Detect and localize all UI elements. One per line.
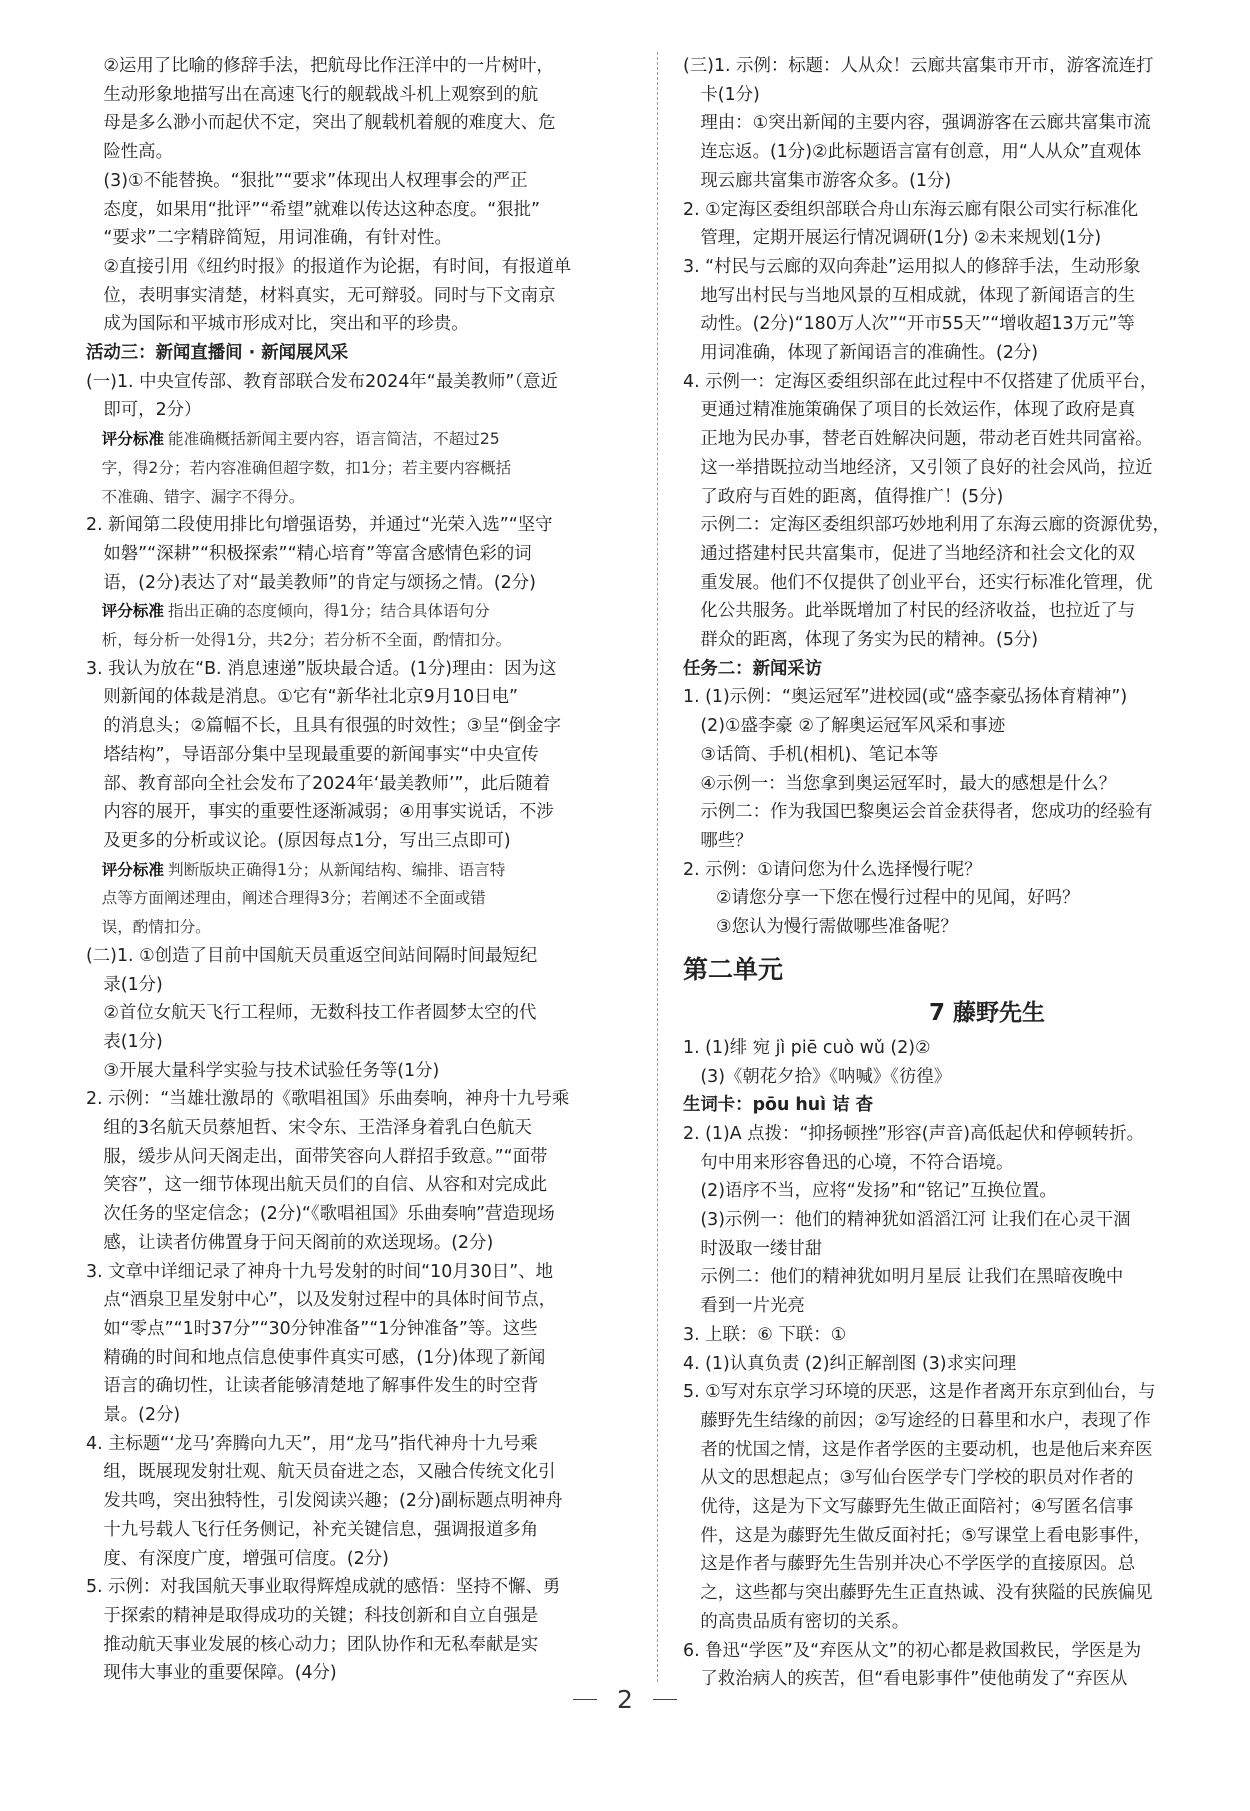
- scoring-criteria-label: 评分标准: [101, 430, 164, 449]
- text-line: [683, 1091, 1231, 1120]
- text-line: [86, 454, 632, 483]
- text-line-content: 生动形象地描写出在高速飞行的舰载战斗机上观察到的航: [103, 84, 539, 105]
- text-line-content: ④示例一：当您拿到奥运冠军时，最大的感想是什么？: [700, 773, 1116, 794]
- text-line-content: 这是作者与藤野先生告别并决心不学医学的直接原因。总: [700, 1554, 1136, 1575]
- text-line: [86, 1401, 632, 1430]
- text-line: [683, 52, 1231, 81]
- text-line: [683, 81, 1231, 110]
- text-line-content: 动性。(2分)“180万人次”“开市55天”“增收超13万元”等: [700, 314, 1135, 335]
- text-line-content: 生词卡：pōu huì 诘 杳: [683, 1095, 874, 1116]
- text-line: [86, 1372, 632, 1401]
- text-line: [86, 368, 632, 397]
- page-number: 2: [617, 1684, 633, 1714]
- text-line-content: 态度，如果用“批评”“希望”就难以传达这种态度。“狠批”: [103, 199, 541, 220]
- text-line: [683, 1235, 1231, 1264]
- text-line: [86, 999, 632, 1028]
- text-line: [86, 569, 632, 598]
- text-line: [86, 1573, 632, 1602]
- text-line-content: 则新闻的体裁是消息。①它有“新华社北京9月10日电”: [103, 687, 519, 708]
- text-line: [683, 1292, 1231, 1321]
- column-divider: [657, 52, 658, 1682]
- text-line-content: 笑容”，这一细节体现出航天员们的自信、从容和对完成此: [103, 1175, 548, 1196]
- text-line-content: 如“零点”“1时37分”“30分钟准备”“1分钟准备”等。这些: [103, 1318, 538, 1339]
- text-line: [683, 483, 1231, 512]
- text-line-content: 连忘返。(1分)②此标题语言富有创意，用“人从众”直观体: [700, 142, 1142, 163]
- text-line: [86, 1114, 632, 1143]
- text-line: [683, 253, 1231, 282]
- text-line: [86, 856, 632, 885]
- text-line: [683, 1378, 1231, 1407]
- text-line: [683, 683, 1231, 712]
- text-line: [86, 224, 632, 253]
- text-line-content: 的消息头；②篇幅不长，且具有很强的时效性；③呈“倒金字: [103, 716, 561, 737]
- text-line-content: 卡(1分): [700, 84, 760, 105]
- text-line-content: 管理，定期开展运行情况调研(1分) ②未来规划(1分): [700, 228, 1102, 249]
- text-line-content: 内容的展开，事实的重要性逐渐减弱；④用事实说话，不涉: [103, 802, 554, 823]
- text-line: [86, 1229, 632, 1258]
- text-line: [683, 167, 1231, 196]
- text-line-content: 感，让读者仿佛置身于问天阁前的欢送现场。(2分): [103, 1232, 494, 1253]
- text-line-content: 精确的时间和地点信息使事件真实可感，(1分)体现了新闻: [103, 1347, 546, 1368]
- text-line-content: 析，每分析一处得1分，共2分；若分析不全面，酌情扣分。: [101, 631, 512, 650]
- text-line: [86, 1430, 632, 1459]
- text-line: [86, 1143, 632, 1172]
- text-line-content: (3)《朝花夕拾》《呐喊》《彷徨》: [700, 1066, 952, 1087]
- text-line-content: 3. 我认为放在“B. 消息速递”版块最合适。(1分)理由：因为这: [86, 658, 557, 679]
- text-line: [683, 597, 1231, 626]
- text-line: [86, 913, 632, 942]
- footer-dash-right: [653, 1699, 677, 1700]
- text-line-content: 语言的确切性，让读者能够清楚地了解事件发生的时空背: [103, 1376, 539, 1397]
- text-line: [683, 856, 1231, 885]
- text-line: [86, 1631, 632, 1660]
- text-line-content: 十九号载人飞行任务侧记，补充关键信息，强调报道多角: [103, 1519, 539, 1540]
- text-line-content: (2)语序不当，应将“发扬”和“铭记”互换位置。: [700, 1181, 1057, 1202]
- text-line: [683, 1177, 1231, 1206]
- text-line: [683, 827, 1231, 856]
- text-line: [683, 196, 1231, 225]
- text-line-content: 误，酌情扣分。: [101, 918, 211, 937]
- left-column: [86, 52, 632, 1688]
- text-line: [86, 167, 632, 196]
- text-line-content: 3. 文章中详细记录了神舟十九号发射的时间“10月30日”、地: [86, 1261, 553, 1282]
- text-line-content: 化公共服务。此举既增加了村民的经济收益，也拉近了与: [700, 601, 1136, 622]
- text-line: [683, 224, 1231, 253]
- text-line: [683, 913, 1231, 942]
- text-line: [683, 1034, 1231, 1063]
- text-line-content: 看到一片光亮: [700, 1296, 805, 1317]
- text-line: [86, 425, 632, 454]
- text-line-content: 1. (1)绯 宛 jì piē cuò wǔ (2)②: [683, 1037, 931, 1058]
- text-line-content: 2. 示例：①请问您为什么选择慢行呢？: [683, 859, 982, 880]
- text-line: [86, 81, 632, 110]
- text-line: [683, 655, 1231, 684]
- text-line: [86, 540, 632, 569]
- text-line: [86, 683, 632, 712]
- text-line-content: 险性高。: [103, 142, 173, 163]
- text-line-content: 2. 新闻第二段使用排比句增强语势，并通过“光荣入选”“坚守: [86, 515, 553, 536]
- text-line-content: 如磐”“深耕”“积极探索”“精心培育”等富含感情色彩的词: [103, 543, 532, 564]
- text-line: [86, 798, 632, 827]
- right-column: [683, 52, 1231, 1694]
- text-line-content: 即可，2分）: [103, 400, 202, 421]
- text-line: [86, 310, 632, 339]
- text-line-content: 4. (1)认真负责 (2)纠正解剖图 (3)求实问理: [683, 1353, 1017, 1374]
- text-line-content: 了救治病人的疾苦，但“看电影事件”使他萌发了“弃医从: [700, 1669, 1128, 1690]
- text-line-content: 3. “村民与云廊的双向奔赴”运用拟人的修辞手法，生动形象: [683, 256, 1141, 277]
- text-line: [86, 109, 632, 138]
- text-line: [86, 770, 632, 799]
- text-line-content: 组，既展现发射壮观、航天员奋进之态，又融合传统文化引: [103, 1462, 556, 1483]
- text-line-content: 点“酒泉卫星发射中心”，以及发射过程中的具体时间节点，: [103, 1290, 557, 1311]
- text-line: [86, 655, 632, 684]
- text-line-content: 部、教育部向全社会发布了2024年‘最美教师’”，此后随着: [103, 773, 551, 794]
- text-line-content: 次任务的坚定信念；(2分)“《歌唱祖国》乐曲奏响”营造现场: [103, 1204, 555, 1225]
- text-line: [86, 1028, 632, 1057]
- text-line-content: 点等方面阐述理由，阐述合理得3分；若阐述不全面或错: [101, 889, 486, 908]
- text-line: [86, 942, 632, 971]
- text-line: [683, 1063, 1231, 1092]
- text-line: [683, 884, 1231, 913]
- text-line-content: 活动三：新闻直播间 · 新闻展风采: [86, 343, 349, 364]
- text-line-content: 塔结构”，导语部分集中呈现最重要的新闻事实“中央宣传: [103, 744, 539, 765]
- text-line: [86, 138, 632, 167]
- text-line-content: 位，表明事实清楚，材料真实，无可辩驳。同时与下文南京: [103, 285, 556, 306]
- text-line: [86, 1545, 632, 1574]
- text-line: [683, 540, 1231, 569]
- text-line-content: ②运用了比喻的修辞手法，把航母比作汪洋中的一片树叶，: [103, 56, 554, 76]
- text-line: [683, 282, 1231, 311]
- text-line: [86, 196, 632, 225]
- text-line: [683, 712, 1231, 741]
- text-line-content: 这一举措既拉动当地经济，又引领了良好的社会风尚，拉近: [700, 457, 1153, 478]
- text-line-content: 成为国际和平城市形成对比，突出和平的珍贵。: [103, 314, 469, 335]
- text-line: [683, 368, 1231, 397]
- text-line-content: ③话筒、手机(相机)、笔记本等: [700, 744, 939, 765]
- text-line: [86, 597, 632, 626]
- text-line-content: 语，(2分)表达了对“最美教师”的肯定与颂扬之情。(2分): [103, 572, 536, 593]
- text-line: [683, 1263, 1231, 1292]
- text-line: [86, 1315, 632, 1344]
- text-line: [683, 1579, 1231, 1608]
- text-line-content: 现伟大事业的重要保障。(4分): [103, 1663, 337, 1684]
- text-line: [86, 1344, 632, 1373]
- text-line-content: 组的3名航天员蔡旭哲、宋令东、王浩泽身着乳白色航天: [103, 1118, 532, 1139]
- text-line-content: 的高贵品质有密切的关系。: [700, 1611, 910, 1632]
- text-line-content: 哪些？: [700, 830, 753, 851]
- text-line-content: 藤野先生结缘的前因；②写途经的日暮里和水户，表现了作: [700, 1410, 1151, 1431]
- lesson-title: 7 藤野先生: [928, 999, 1045, 1026]
- text-line: [86, 1487, 632, 1516]
- text-line: [683, 1550, 1231, 1579]
- text-line: [86, 511, 632, 540]
- page-footer: [0, 1683, 1250, 1714]
- text-line: [86, 1458, 632, 1487]
- text-line: [683, 1350, 1231, 1379]
- text-line-content: 推动航天事业发展的核心动力；团队协作和无私奉献是实: [103, 1634, 539, 1655]
- text-line: [683, 1120, 1231, 1149]
- text-line-content: 于探索的精神是取得成功的关键；科技创新和自立自强是: [103, 1605, 539, 1626]
- text-line-content: 4. 示例一：定海区委组织部在此过程中不仅搭建了优质平台，: [683, 371, 1158, 392]
- text-line: [683, 454, 1231, 483]
- text-line-content: 示例二：他们的精神犹如明月星辰 让我们在黑暗夜晚中: [700, 1267, 1124, 1288]
- text-line: [86, 1171, 632, 1200]
- text-line-content: ③您认为慢行需做哪些准备呢？: [716, 917, 958, 938]
- text-line-content: 及更多的分析或议论。(原因每点1分，写出三点即可): [103, 830, 511, 851]
- right-column-top: [683, 52, 1231, 942]
- text-line-content: 时汲取一缕甘甜: [700, 1238, 823, 1259]
- text-line: [683, 1637, 1231, 1666]
- text-line: [683, 770, 1231, 799]
- text-line-content: 1. (1)示例：“奥运冠军”进校园(或“盛李豪弘扬体育精神”): [683, 687, 1128, 708]
- text-line: [86, 1085, 632, 1114]
- text-line-content: 判断版块正确得1分；从新闻结构、编排、语言特: [167, 860, 506, 879]
- text-line-content: 不准确、错字、漏字不得分。: [101, 487, 305, 506]
- text-line-content: 能准确概括新闻主要内容，语言简洁，不超过25: [167, 430, 500, 449]
- text-line-content: 录(1分): [103, 974, 163, 995]
- text-line-content: (三)1. 示例：标题：人从众！云廊共富集市开市，游客流连打: [683, 56, 1154, 76]
- right-column-bottom: [683, 1034, 1231, 1694]
- text-line-content: 示例二：作为我国巴黎奥运会首金获得者，您成功的经验有: [700, 802, 1153, 823]
- text-line: [683, 1608, 1231, 1637]
- text-line-content: 5. 示例：对我国航天事业取得辉煌成就的感悟：坚持不懈、勇: [86, 1577, 561, 1598]
- text-line-content: 重发展。他们不仅提供了创业平台，还实行标准化管理，优: [700, 572, 1153, 593]
- text-line-content: 群众的距离，体现了务实为民的精神。(5分): [700, 630, 1039, 651]
- text-line-content: 了政府与百姓的距离，值得推广！(5分): [700, 486, 1004, 507]
- text-line: [683, 339, 1231, 368]
- text-line: [683, 1206, 1231, 1235]
- text-line-content: 之，这些都与突出藤野先生正直热诚、没有狭隘的民族偏见: [700, 1583, 1153, 1604]
- text-line-content: 字，得2分；若内容准确但超字数，扣1分；若主要内容概括: [101, 458, 512, 477]
- text-line: [86, 396, 632, 425]
- text-line-content: (二)1. ①创造了目前中国航天员重返空间站间隔时间最短纪: [86, 945, 538, 966]
- text-line: [86, 1602, 632, 1631]
- scoring-criteria-label: 评分标准: [101, 602, 164, 621]
- text-line-content: 母是多么渺小而起伏不定，突出了舰载机着舰的难度大、危: [103, 113, 556, 134]
- text-line: [86, 741, 632, 770]
- text-line-content: 者的忧国之情，这是作者学医的主要动机，也是他后来弃医: [700, 1439, 1153, 1460]
- text-line-content: (一)1. 中央宣传部、教育部联合发布2024年“最美教师”（意近: [86, 371, 558, 392]
- text-line: [86, 339, 632, 368]
- text-line: [683, 798, 1231, 827]
- text-line: [86, 483, 632, 512]
- text-line: [86, 1057, 632, 1086]
- text-line-content: 地写出村民与当地风景的互相成就，体现了新闻语言的生: [700, 285, 1136, 306]
- scoring-criteria-label: 评分标准: [101, 860, 164, 879]
- text-line-content: 6. 鲁迅“学医”及“弃医从文”的初心都是救国救民，学医是为: [683, 1640, 1142, 1661]
- text-line-content: 发共鸣，突出独特性，引发阅读兴趣；(2分)副标题点明神舟: [103, 1491, 563, 1512]
- text-line-content: 2. (1)A 点拨：“抑扬顿挫”形容(声音)高低起伏和停顿转折。: [683, 1123, 1144, 1144]
- text-line-content: 从文的思想起点；③写仙台医学专门学校的职员对作者的: [700, 1468, 1134, 1489]
- text-line-content: (2)①盛李豪 ②了解奥运冠军风采和事迹: [700, 716, 1006, 737]
- text-line: [683, 310, 1231, 339]
- text-line-content: “要求”二字精辟简短，用词准确，有针对性。: [103, 228, 452, 249]
- text-line: [86, 1200, 632, 1229]
- text-line-content: 表(1分): [103, 1031, 163, 1052]
- text-line: [86, 971, 632, 1000]
- text-line-content: 示例二：定海区委组织部巧妙地利用了东海云廊的资源优势，: [700, 515, 1170, 536]
- text-line: [86, 1516, 632, 1545]
- text-line-content: 句中用来形容鲁迅的心境，不符合语境。: [700, 1152, 1014, 1173]
- text-line: [683, 138, 1231, 167]
- text-line: [683, 569, 1231, 598]
- text-line-content: 3. 上联：⑥ 下联：①: [683, 1324, 847, 1345]
- text-line-content: ②首位女航天飞行工程师，无数科技工作者圆梦太空的代: [103, 1003, 537, 1024]
- text-line: [683, 109, 1231, 138]
- text-line: [86, 884, 632, 913]
- text-line: [86, 253, 632, 282]
- text-line-content: ③开展大量科学实验与技术试验任务等(1分): [103, 1060, 440, 1081]
- text-line: [86, 827, 632, 856]
- text-line: [683, 396, 1231, 425]
- text-line: [683, 1321, 1231, 1350]
- text-line: [683, 425, 1231, 454]
- text-line-content: 5. ①写对东京学习环境的厌恶，这是作者离开东京到仙台，与: [683, 1382, 1156, 1403]
- text-line-content: 理由：①突出新闻的主要内容，强调游客在云廊共富集市流: [700, 113, 1151, 134]
- text-line-content: 更通过精准施策确保了项目的长效运作，体现了政府是真: [700, 400, 1136, 421]
- text-line: [86, 1258, 632, 1287]
- text-line-content: ②直接引用《纽约时报》的报道作为论据，有时间，有报道单: [103, 256, 572, 277]
- text-line: [683, 1436, 1231, 1465]
- text-line-content: 指出正确的态度倾向，得1分；结合具体语句分: [167, 602, 490, 621]
- text-line-content: ②请您分享一下您在慢行过程中的见闻，好吗？: [716, 888, 1080, 909]
- text-line: [86, 626, 632, 655]
- footer-dash-left: [573, 1699, 597, 1700]
- text-line-content: (3)示例一：他们的精神犹如滔滔江河 让我们在心灵干涸: [700, 1210, 1131, 1231]
- text-line-content: 任务二：新闻采访: [683, 658, 823, 679]
- text-line: [86, 712, 632, 741]
- text-line-content: 通过搭建村民共富集市，促进了当地经济和社会文化的双: [700, 543, 1136, 564]
- text-line-content: 服，缓步从问天阁走出，面带笑容向人群招手致意。”“面带: [103, 1146, 548, 1167]
- text-line: [683, 1522, 1231, 1551]
- text-line-content: (3)①不能替换。“狠批”“要求”体现出人权理事会的严正: [103, 170, 528, 191]
- text-line-content: 件，这是为藤野先生做反面衬托；⑤写课堂上看电影事件，: [700, 1525, 1151, 1546]
- text-line: [683, 511, 1231, 540]
- text-line: [86, 52, 632, 81]
- text-line: [683, 741, 1231, 770]
- text-line-content: 度、有深度广度，增强可信度。(2分): [103, 1548, 389, 1569]
- text-line-content: 2. ①定海区委组织部联合舟山东海云廊有限公司实行标准化: [683, 199, 1139, 220]
- text-line: [86, 282, 632, 311]
- text-line: [683, 1464, 1231, 1493]
- text-line-content: 用词准确，体现了新闻语言的准确性。(2分): [700, 343, 1039, 364]
- text-line-content: 优待，这是为下文写藤野先生做正面陪衬；④写匿名信事: [700, 1497, 1134, 1518]
- text-line-content: 正地为民办事，替老百姓解决问题，带动老百姓共同富裕。: [700, 429, 1153, 450]
- text-line: [683, 626, 1231, 655]
- text-line: [683, 1407, 1231, 1436]
- text-line: [86, 1286, 632, 1315]
- text-line-content: 2. 示例：“当雄壮激昂的《歌唱祖国》乐曲奏响，神舟十九号乘: [86, 1089, 570, 1110]
- text-line: [683, 1149, 1231, 1178]
- text-line-content: 4. 主标题“‘龙马’奔腾向九天”，用“龙马”指代神舟十九号乘: [86, 1433, 538, 1454]
- text-line-content: 景。(2分): [103, 1405, 181, 1426]
- text-line-content: 现云廊共富集市游客众多。(1分): [700, 170, 952, 191]
- text-line: [683, 1493, 1231, 1522]
- unit-title: 第二单元: [683, 954, 784, 984]
